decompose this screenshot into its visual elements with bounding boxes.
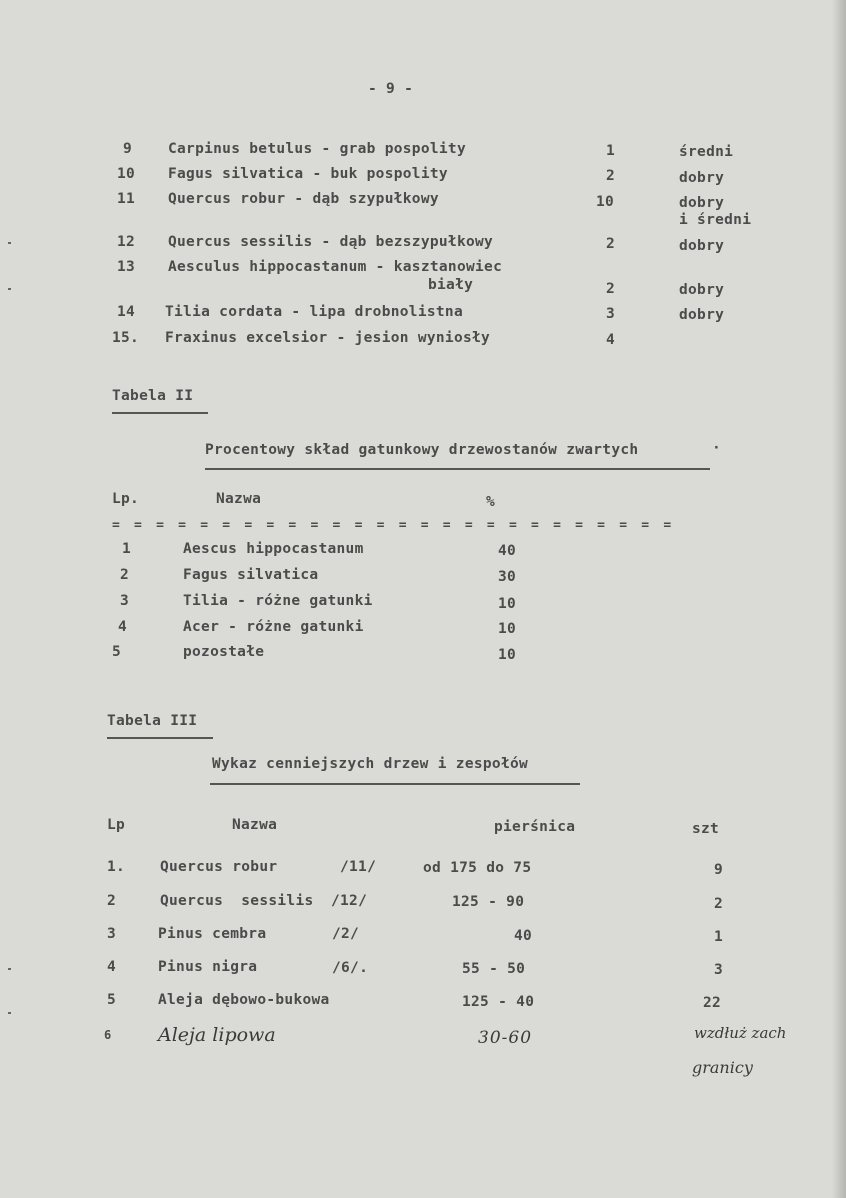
table-row-ref: /2/ [332,926,360,942]
handwritten-row-lp: 6 [104,1028,112,1042]
table-row-name: Pinus cembra [158,926,267,942]
table-row-girth: 125 - 90 [452,894,525,910]
table2-header-name: Nazwa [216,491,262,507]
table-row-name: Acer - różne gatunki [183,619,364,635]
table-row-pct: 10 [498,596,517,612]
table-row-name: Tilia - różne gatunki [183,593,373,609]
scan-speck [8,288,11,290]
table-row-lp: 5 [107,992,117,1008]
list-item-qty: 4 [606,332,616,348]
table3-title: Wykaz cenniejszych drzew i zespołów [212,756,529,772]
list-item-name: Quercus robur - dąb szypułkowy [168,191,439,207]
table-row-lp: 5 [112,644,122,660]
list-item-nr: 14 [117,304,136,320]
table3-header-girth: pierśnica [494,819,576,835]
table-row-pct: 10 [498,621,517,637]
table2-label: Tabela II [112,388,194,404]
table-row-count: 1 [714,929,724,945]
table3-header-count: szt [692,821,720,837]
handwritten-row-girth: 30-60 [478,1028,533,1048]
table-row-count: 3 [714,962,724,978]
list-item-state-continued: i średni [679,212,752,228]
list-item-state: dobry [679,170,725,186]
table-row-name: Quercus sessilis [160,893,314,909]
list-item-name: Quercus sessilis - dąb bezszypułkowy [168,234,494,250]
list-item-nr: 15. [112,330,140,346]
table-row-lp: 1 [122,541,132,557]
table3-header-lp: Lp [107,817,126,833]
table2-header-lp: Lp. [112,491,140,507]
list-item-nr: 11 [117,191,136,207]
table2-title: Procentowy skład gatunkowy drzewostanów zwartych [205,442,639,458]
table-row-ref: /6/. [332,960,369,976]
table-row-name: Pinus nigra [158,959,258,975]
list-item-state: dobry [679,282,725,298]
table-row-lp: 2 [107,893,117,909]
table-row-girth: 55 - 50 [462,961,526,977]
table-row-pct: 10 [498,647,517,663]
table2-separator: = = = = = = = = = = = = = = = = = = = = = = = = = = [112,518,675,533]
list-item-qty: 3 [606,306,616,322]
list-item-nr: 10 [117,166,136,182]
table-row-name: Fagus silvatica [183,567,319,583]
table-row-lp: 4 [118,619,128,635]
table-row-count: 9 [714,862,724,878]
scan-speck [8,242,11,244]
table-row-ref: /12/ [331,893,368,909]
list-item-name-continued: biały [428,277,474,293]
table-row-count: 22 [703,995,722,1011]
list-item-name: Fagus silvatica - buk pospolity [168,166,448,182]
table-row-name: Aleja dębowo-bukowa [158,992,330,1008]
list-item-state: dobry [679,307,725,323]
handwritten-row-name: Aleja lipowa [158,1024,276,1046]
table2-title-underline [205,468,710,470]
list-item-state: dobry [679,238,725,254]
list-item-qty: 1 [606,143,616,159]
table-row-pct: 40 [498,543,517,559]
list-item-nr: 12 [117,234,136,250]
table-row-girth: 125 - 40 [462,994,535,1010]
table3-header-name: Nazwa [232,817,278,833]
handwritten-row-count-continued: granicy [692,1058,753,1077]
table-row-name: Quercus robur [160,859,278,875]
list-item-name: Fraxinus excelsior - jesion wyniosły [165,330,491,346]
table2-header-pct: % [486,494,496,510]
list-item-nr: 13 [117,259,136,275]
table-row-girth: od 175 do 75 [423,860,532,876]
table-row-ref: /11/ [340,859,377,875]
table-row-lp: 2 [120,567,130,583]
table-row-lp: 3 [107,926,117,942]
list-item-name: Tilia cordata - lipa drobnolistna [165,304,463,320]
table-row-lp: 1. [107,859,126,875]
list-item-qty: 2 [606,168,616,184]
list-item-qty: 10 [596,194,615,210]
list-item-qty: 2 [606,236,616,252]
table-row-lp: 3 [120,593,130,609]
table3-title-underline [210,783,580,785]
list-item-state: dobry [679,195,725,211]
handwritten-row-count: wzdłuż zach [694,1024,787,1042]
list-item-qty: 2 [606,281,616,297]
title-mark: · [712,440,722,456]
list-item-state: średni [679,144,734,160]
page-number: - 9 - [368,81,414,97]
list-item-name: Aesculus hippocastanum - kasztanowiec [168,259,503,275]
table-row-pct: 30 [498,569,517,585]
table2-label-underline [112,412,208,414]
table-row-girth: 40 [514,928,533,944]
table-row-count: 2 [714,896,724,912]
table-row-lp: 4 [107,959,117,975]
scan-speck [8,968,11,970]
table-row-name: Aescus hippocastanum [183,541,364,557]
table-row-name: pozostałe [183,644,265,660]
list-item-name: Carpinus betulus - grab pospolity [168,141,466,157]
scan-speck [8,1012,11,1014]
list-item-nr: 9 [123,141,133,157]
table3-label-underline [107,737,213,739]
table3-label: Tabela III [107,713,198,729]
